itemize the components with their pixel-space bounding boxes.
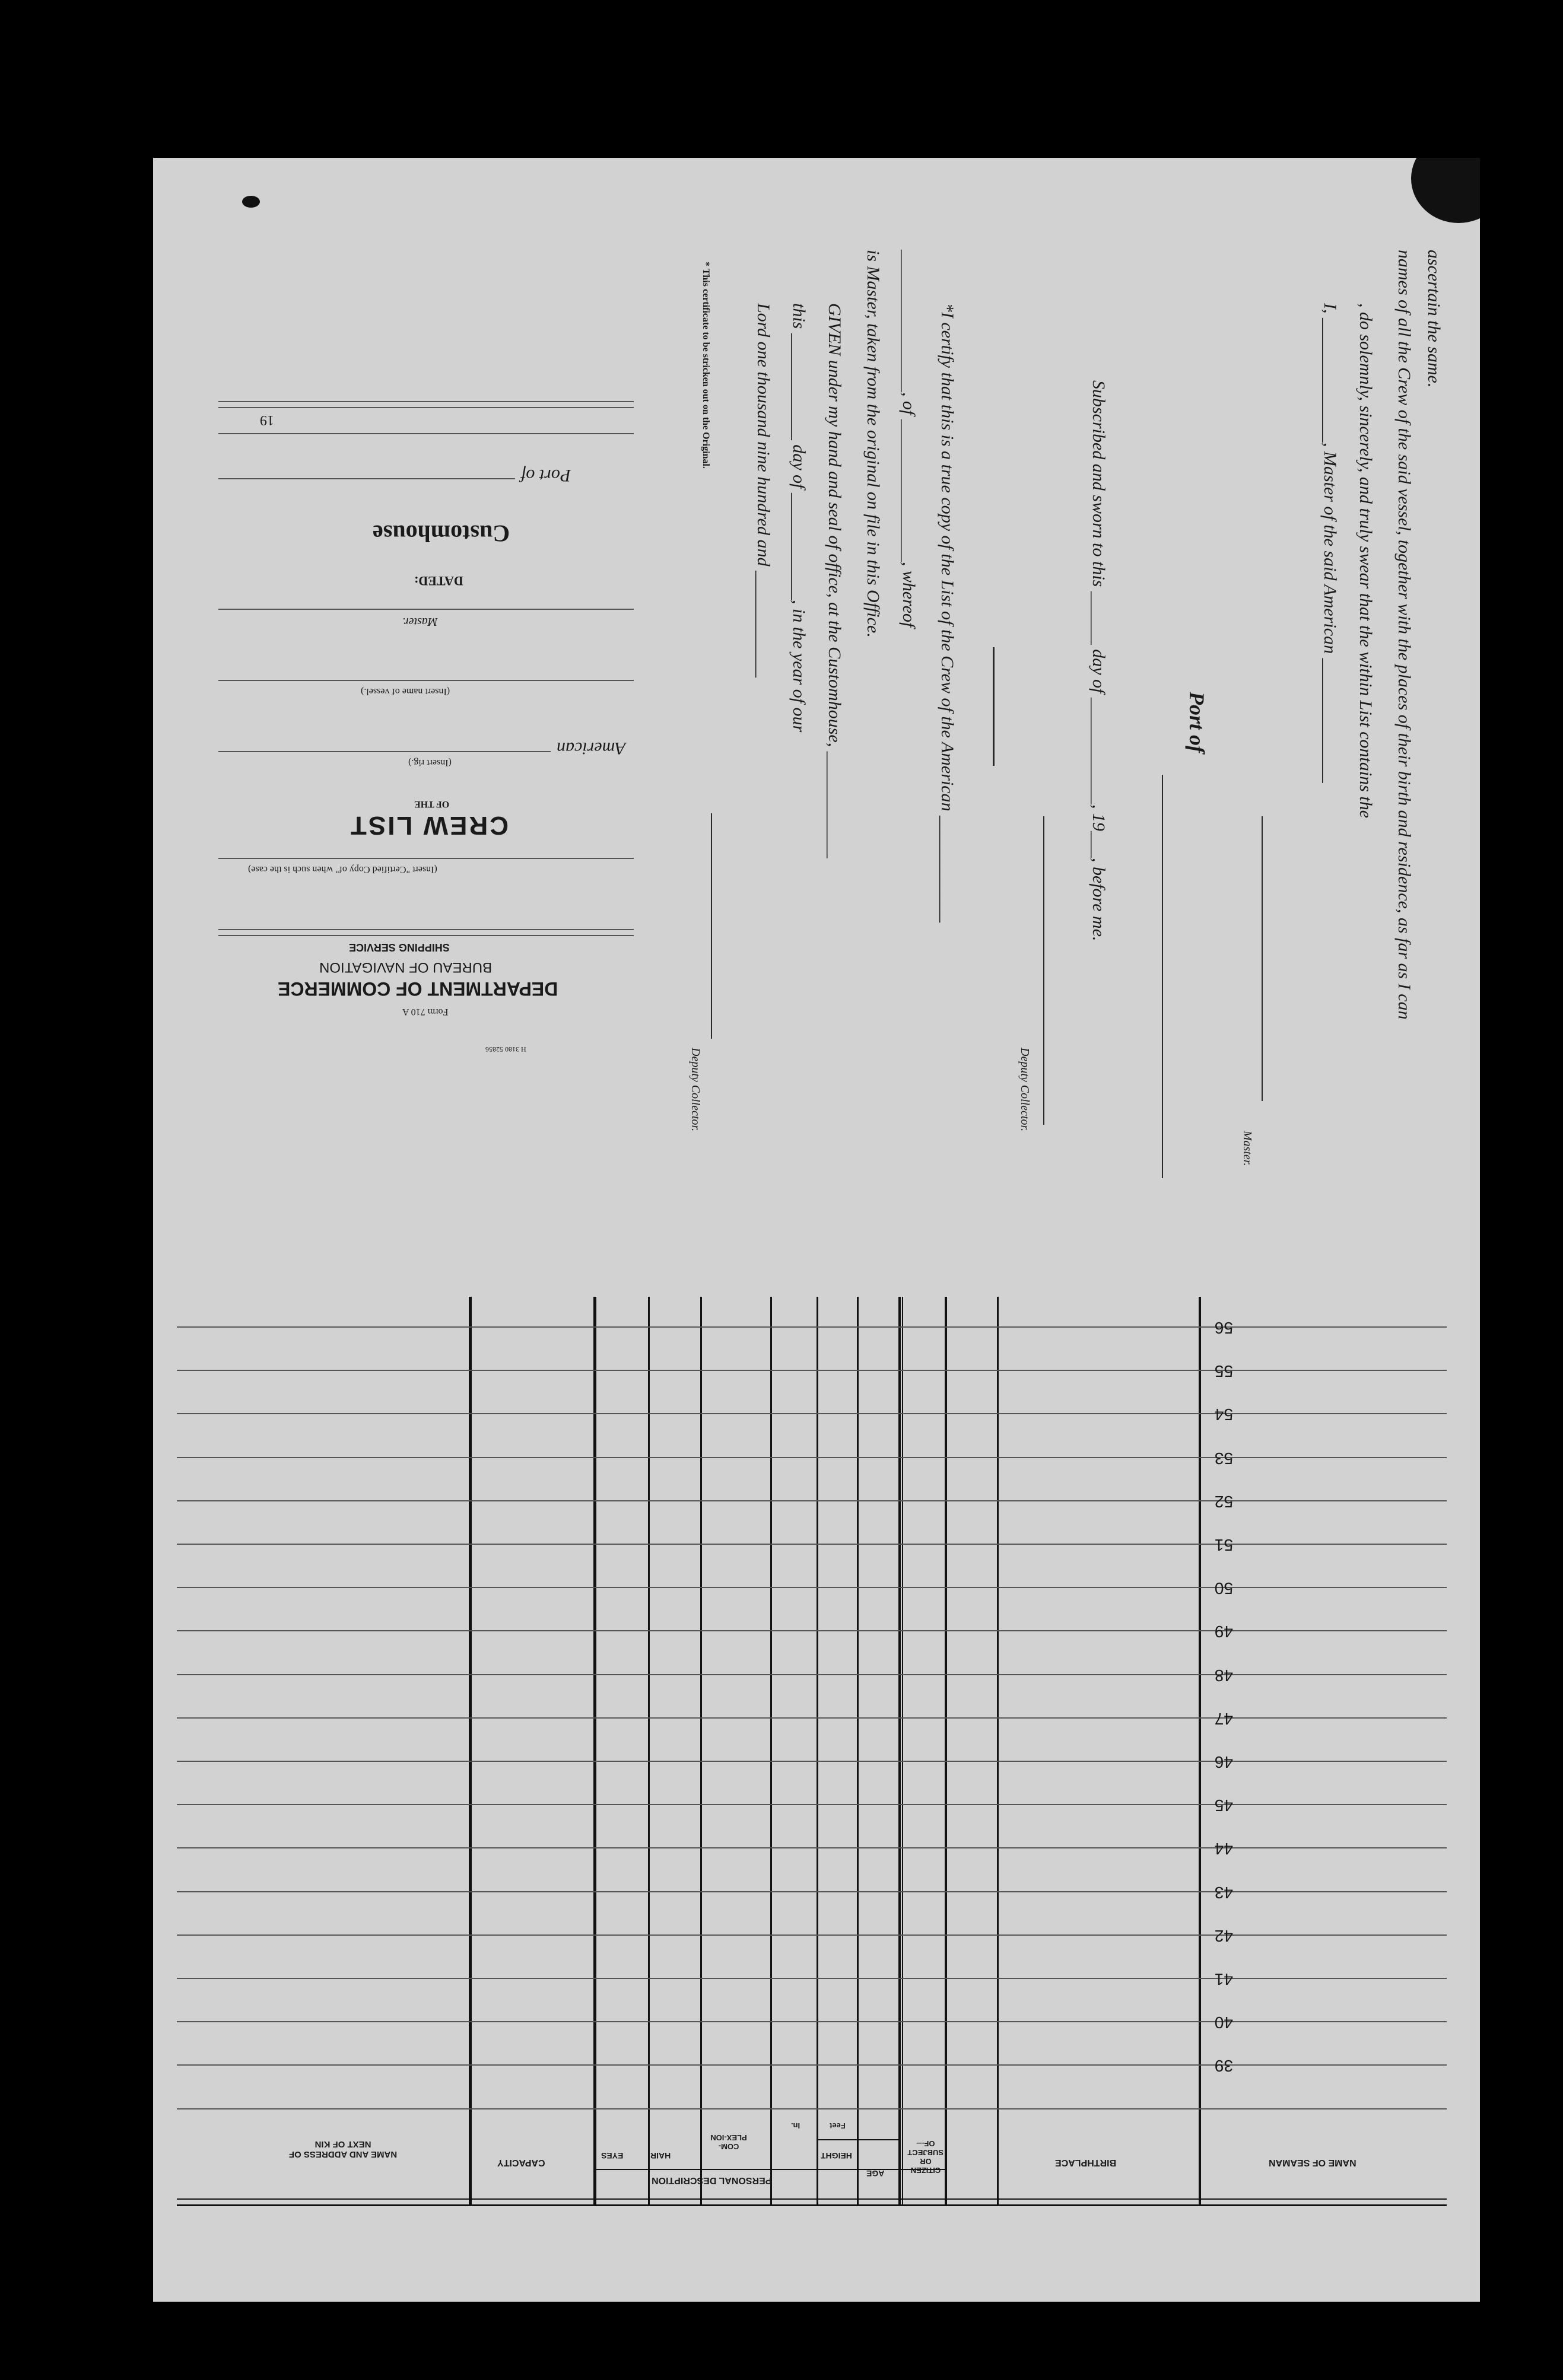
endorse-insert-copy: (Insert "Certified Copy of" when such is the case): [248, 864, 437, 874]
row-rule: [177, 1847, 1447, 1848]
row-number: 40: [1214, 2013, 1233, 2032]
row-number: 56: [1214, 1319, 1233, 1337]
row-rule: [177, 1326, 1447, 1328]
row-number: 49: [1214, 1622, 1233, 1641]
endorse-rig-line: [218, 751, 551, 752]
row-rule: [177, 1413, 1447, 1414]
certificate-line-2: ________________, of ________________, whereof: [899, 250, 919, 628]
col-sep-birthplace: [997, 1297, 999, 2204]
endorse-crew-list: CREW LIST: [349, 811, 509, 840]
header-citizen: CITIZEN OR SUBJECT OF—: [907, 2139, 943, 2175]
oath-line-2: , do solemnly, sincerely, and truly swear that the within List contains the: [1356, 303, 1375, 819]
endorse-american: American: [557, 739, 626, 758]
col-sep-hair: [700, 1297, 702, 2204]
header-capacity: CAPACITY: [497, 2158, 545, 2168]
personal-desc-rule: [593, 2169, 947, 2170]
certificate-collector-line: [711, 813, 712, 1039]
certificate-line-5: this ____________ day of ____________, in the year of our: [789, 303, 809, 733]
row-rule: [177, 1587, 1447, 1588]
endorse-rule-mid: [218, 929, 634, 930]
endorse-vessel-line: [218, 680, 634, 681]
table-bottom-rule-2: [177, 2198, 1447, 2200]
row-rule: [177, 1630, 1447, 1631]
header-eyes: EYES: [601, 2151, 624, 2161]
row-rule: [177, 1978, 1447, 1979]
header-personal: PERSONAL DESCRIPTION: [652, 2175, 772, 2185]
row-number: 55: [1214, 1362, 1233, 1380]
tear-mark: [1411, 158, 1480, 223]
row-rule: [177, 1500, 1447, 1501]
jurat-subscribed: Subscribed and sworn to this ______ day of ____________, 19___, before me.: [1089, 380, 1108, 941]
oath-line-3: names of all the Crew of the said vessel, together with the places of their birth and residence, as far as I can: [1394, 250, 1414, 1020]
jurat-port-line: [1162, 775, 1163, 1178]
row-rule: [177, 1717, 1447, 1719]
row-number: 51: [1214, 1536, 1233, 1554]
endorse-form-no: Form 710 A: [402, 1007, 449, 1017]
row-rule: [177, 1457, 1447, 1458]
col-sep-inches: [817, 1297, 818, 2204]
col-sep-capacity: [593, 1297, 596, 2204]
row-rule: [177, 1934, 1447, 1936]
header-complexion: COM-PLEX-ION: [710, 2133, 747, 2151]
row-number: 48: [1214, 1666, 1233, 1685]
col-sep-kin: [469, 1297, 472, 2204]
endorse-master: Master.: [402, 615, 438, 628]
certificate-line-1: *I certify that this is a true copy of the List of the Crew of the American ____________: [938, 303, 957, 923]
endorse-of-the: OF THE: [414, 799, 450, 809]
col-sep-age: [898, 1297, 901, 2204]
row-rule: [177, 2064, 1447, 2066]
jurat-collector-line: [1043, 816, 1044, 1125]
row-number: 53: [1214, 1449, 1233, 1468]
header-kin: NAME AND ADDRESS OF NEXT OF KIN: [288, 2139, 398, 2159]
row-number: 44: [1214, 1840, 1233, 1858]
endorse-port-of: Port of: [521, 466, 571, 485]
col-sep-feet: [857, 1297, 859, 2204]
certificate-collector: Deputy Collector.: [689, 1048, 702, 1132]
height-split-rule: [817, 2139, 898, 2140]
endorse-print-code: H 3180 52856: [485, 1045, 526, 1054]
row-number: 46: [1214, 1753, 1233, 1771]
endorse-rule-year: [218, 433, 634, 434]
row-number: 47: [1214, 1710, 1233, 1728]
row-number: 54: [1214, 1405, 1233, 1424]
oath-master-label: Master.: [1241, 1131, 1254, 1166]
endorse-insert-vessel: (Insert name of vessel.): [361, 686, 450, 696]
master-signature-line: [1262, 816, 1263, 1101]
row-rule: [177, 1804, 1447, 1805]
jurat-port-label: Port of: [1185, 692, 1209, 753]
oath-line-4: ascertain the same.: [1424, 250, 1444, 388]
endorse-rule-top-2: [218, 407, 634, 408]
row-rule: [177, 2021, 1447, 2022]
header-birthplace: BIRTHPLACE: [1055, 2158, 1117, 2168]
table-bottom-rule: [177, 2204, 1447, 2206]
endorse-dept: DEPARTMENT OF COMMERCE: [278, 978, 558, 1000]
endorse-dated: DATED:: [414, 574, 463, 588]
row-number: 52: [1214, 1493, 1233, 1511]
header-hair: HAIR: [650, 2151, 671, 2161]
row-rule: [177, 2108, 1447, 2109]
endorse-insert-rig: (Insert rig.): [408, 758, 452, 768]
row-rule: [177, 1891, 1447, 1892]
header-inches: In.: [791, 2121, 800, 2130]
row-rule: [177, 1674, 1447, 1675]
row-number: 50: [1214, 1579, 1233, 1598]
jurat-collector: Deputy Collector.: [1018, 1048, 1031, 1132]
endorse-port-line: [218, 478, 515, 479]
section-divider: [993, 647, 995, 766]
endorse-bureau: BUREAU OF NAVIGATION: [319, 959, 493, 975]
header-height: HEIGHT: [821, 2151, 852, 2161]
header-feet: Feet: [830, 2121, 846, 2130]
endorse-customhouse: Customhouse: [373, 520, 510, 547]
col-sep-complexion: [770, 1297, 772, 2204]
col-sep-citizen: [945, 1297, 947, 2204]
endorse-service: SHIPPING SERVICE: [349, 941, 450, 953]
certificate-line-4: GIVEN under my hand and seal of office, at the Customhouse, ____________: [825, 303, 844, 858]
header-age: AGE: [866, 2169, 885, 2178]
oath-line-1: I, ______________, Master of the said American ______________: [1320, 303, 1340, 783]
row-rule: [177, 1544, 1447, 1545]
endorse-rule-mid-2: [218, 935, 634, 936]
certificate-line-3: is Master, taken from the original on file in this Office.: [863, 250, 883, 638]
certificate-line-6: Lord one thousand nine hundred and ____________: [754, 303, 773, 678]
endorse-copy-line: [218, 858, 634, 859]
certificate-footnote: * This certificate to be stricken out on the Original.: [701, 262, 711, 469]
endorse-year: 19: [260, 412, 274, 428]
row-number: 45: [1214, 1796, 1233, 1815]
col-sep-eyes: [648, 1297, 650, 2204]
row-number: 43: [1214, 1883, 1233, 1902]
row-number: 41: [1214, 1970, 1233, 1988]
row-rule: [177, 1761, 1447, 1762]
col-sep-name: [1199, 1297, 1201, 2204]
row-number: 39: [1214, 2057, 1233, 2075]
col-sep-citizen-a: [902, 1297, 903, 2204]
ink-blot: [242, 196, 260, 208]
row-rule: [177, 1370, 1447, 1371]
row-number: 42: [1214, 1927, 1233, 1945]
header-name: NAME OF SEAMAN: [1269, 2158, 1356, 2168]
endorse-rule-top: [218, 401, 634, 402]
crew-list-page: [153, 158, 1480, 2302]
endorse-master-line: [218, 609, 634, 610]
